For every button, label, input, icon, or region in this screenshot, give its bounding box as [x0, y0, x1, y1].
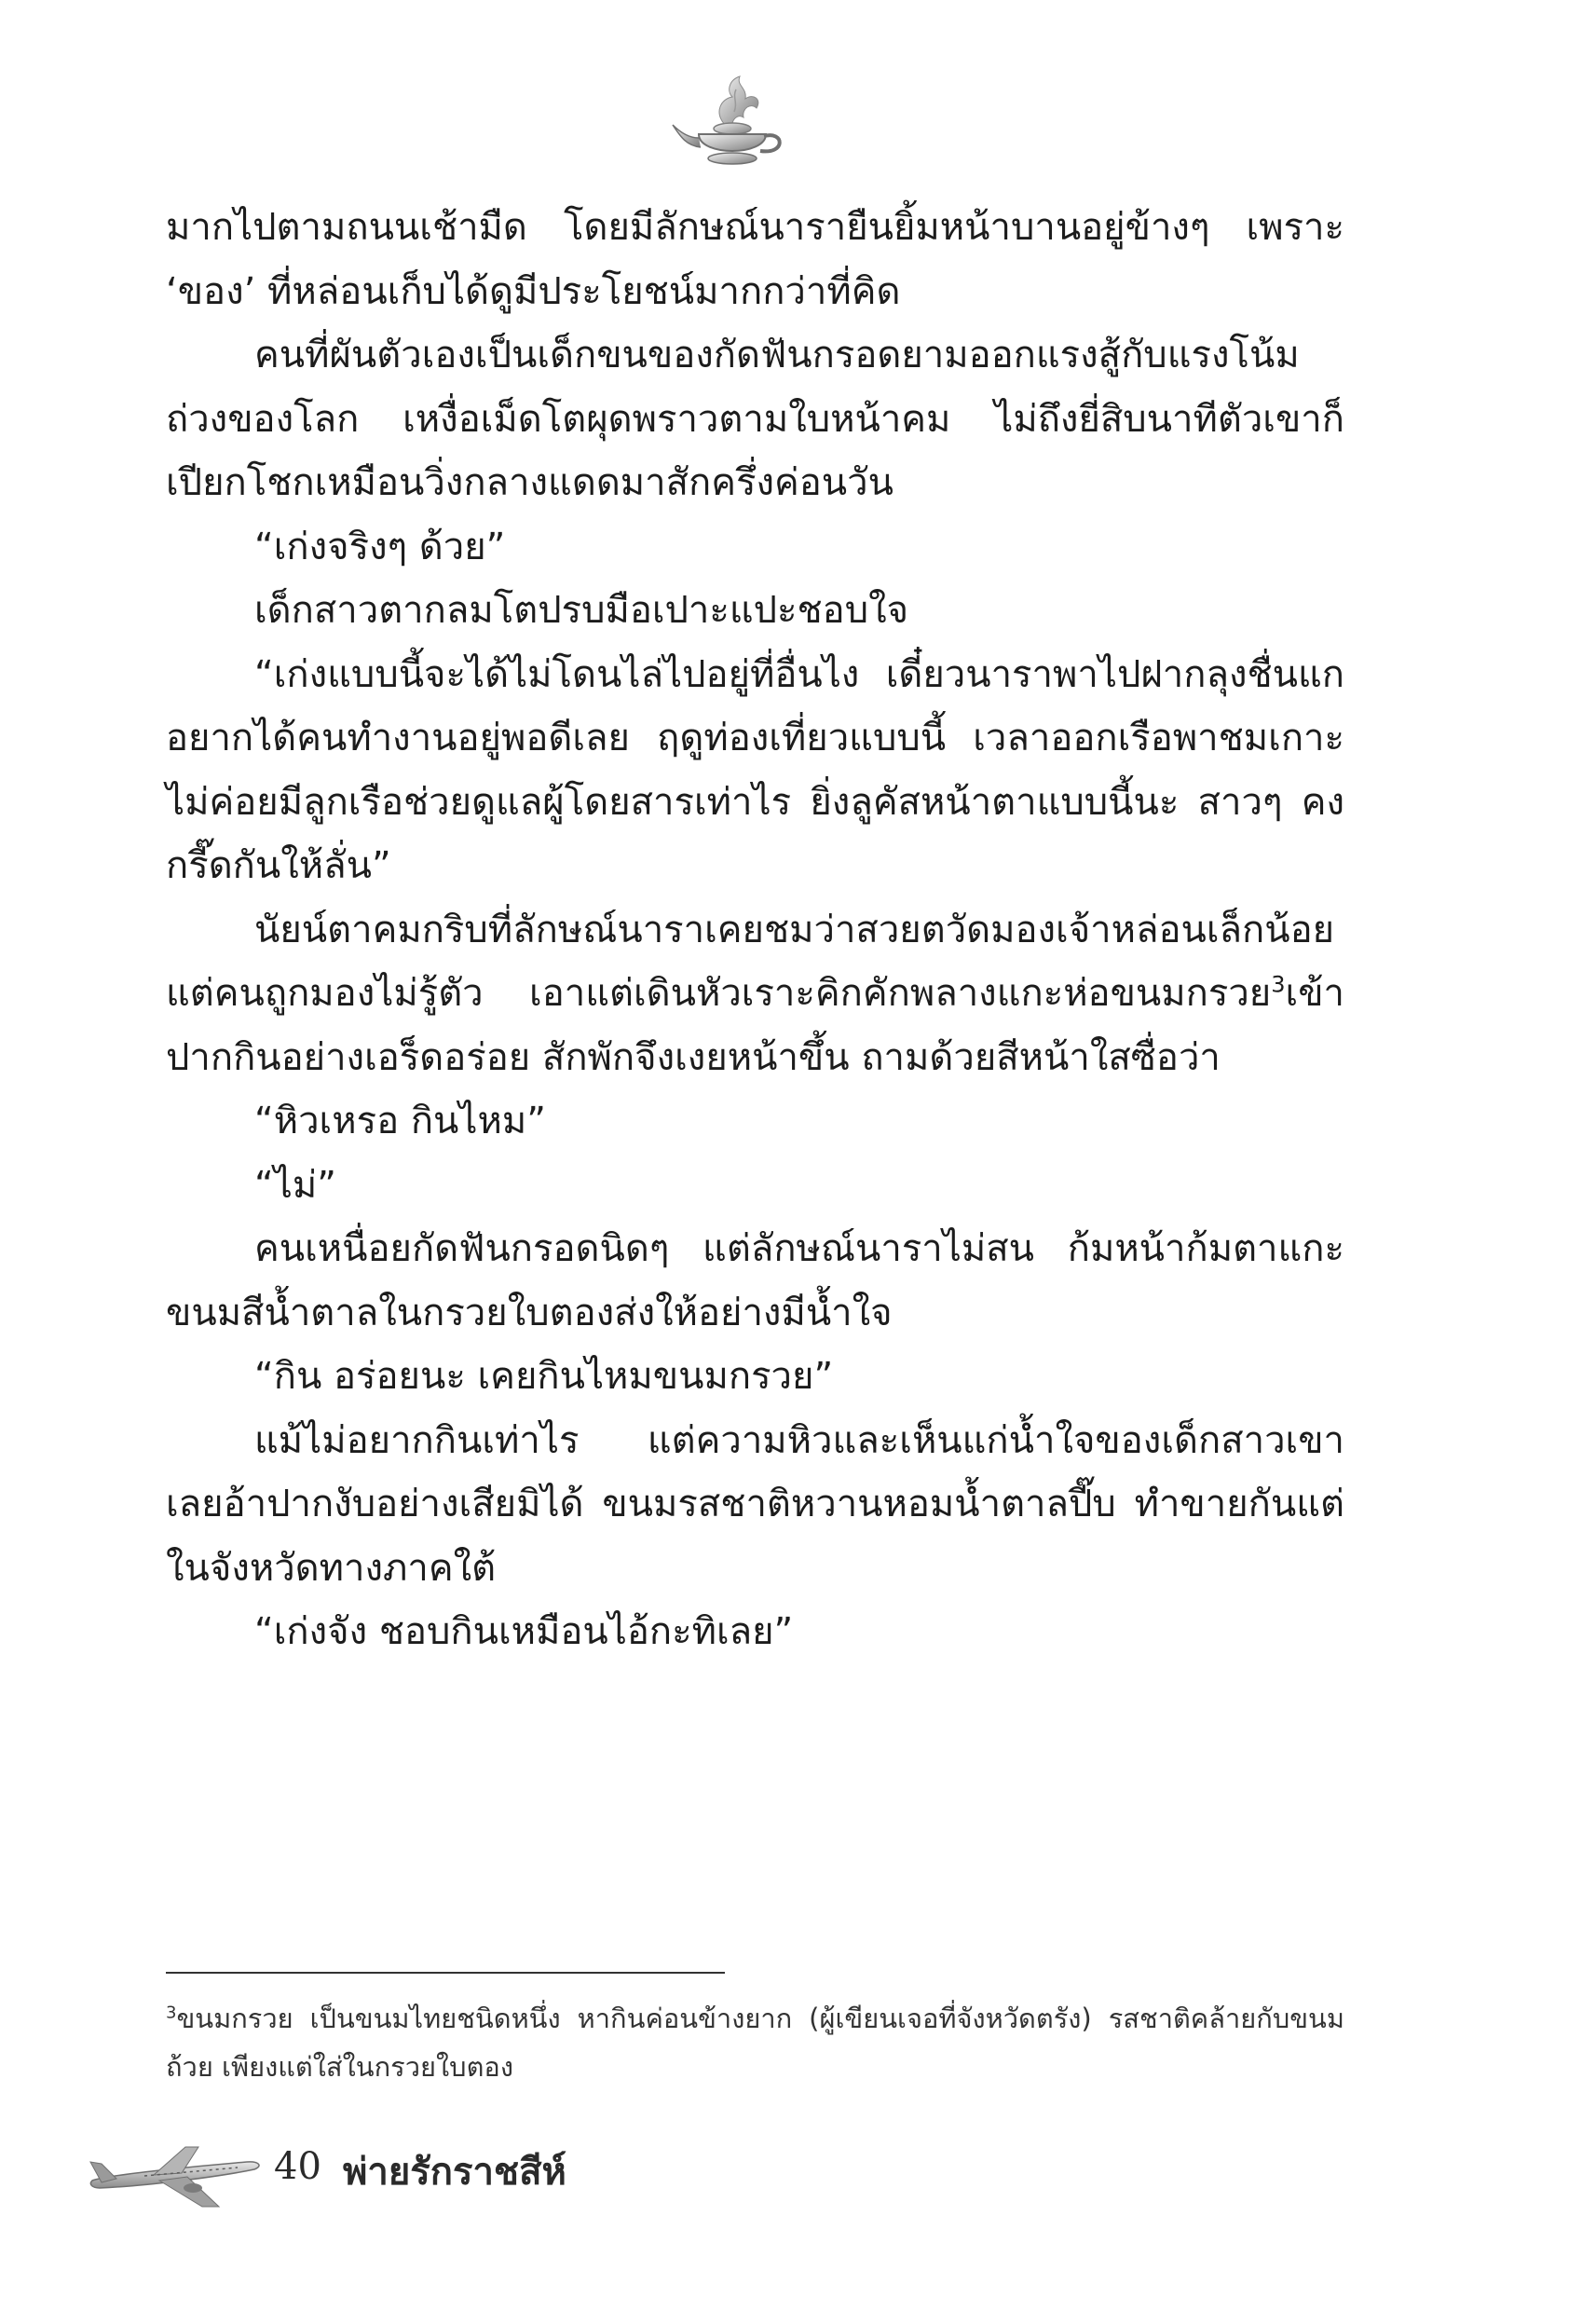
paragraph-6-end: เข้าปากกินอย่างเอร็ดอร่อย สักพักจึงเงยหน้าขึ้น ถามด้วยสีหน้าใสซื่อว่า	[166, 972, 1344, 1079]
teapot-ornament-icon	[667, 71, 798, 183]
paragraph-7: “หิวเหรอ กินไหม”	[254, 1100, 546, 1142]
page-number: 40	[274, 2145, 321, 2188]
paragraph-6-start: นัยน์ตาคมกริบที่ลักษณ์นาราเคยชมว่าสวยตวัดมองเจ้าหล่อนเล็กน้อย แต่คนถูกมองไม่รู้ตัว เอาแต่เดินหัวเราะคิกคักพลางแกะห่อ	[166, 908, 1335, 1015]
paragraph-11: แม้ไม่อยากกินเท่าไร แต่ความหิวและเห็นแก่น้ำใจของเด็กสาวเขาเลยอ้าปากงับอย่างเสียมิได้ ขนมรสชาติหวานหอมน้ำตาลปี๊บ ทำขายกันแต่ในจังหวัดทางภาคใต้	[166, 1418, 1344, 1590]
paragraph-5: “เก่งแบบนี้จะได้ไม่โดนไล่ไปอยู่ที่อื่นไง เดี๋ยวนาราพาไปฝากลุงชื่นแกอยากได้คนทำงานอยู่พอดีเลย ฤดูท่องเที่ยวแบบนี้ เวลาออกเรือพาชมเกาะไม่ค่อยมีลูกเรือช่วยดูแลผู้โดยสารเท่าไร ยิ่งลูคัสหน้าตาแบบนี้นะ สาวๆ คงกรี๊ดกันให้ลั่น”	[166, 652, 1344, 887]
paragraph-6	[166, 898, 1344, 1090]
airplane-icon	[89, 2134, 266, 2213]
footnote-marker: 3	[166, 2003, 177, 2023]
story-text	[166, 196, 1344, 1664]
paragraph-10: “กิน อร่อยนะ เคยกินไหมขนมกรวย”	[254, 1355, 834, 1398]
book-title: พ่ายรักราชสีห์	[343, 2151, 566, 2194]
paragraph-4: เด็กสาวตากลมโตปรบมือเปาะแปะชอบใจ	[254, 589, 909, 632]
footnote-divider	[166, 1972, 725, 1974]
paragraph-2: คนที่ผันตัวเองเป็นเด็กขนของกัดฟันกรอดยามออกแรงสู้กับแรงโน้มถ่วงของโลก เหงื่อเม็ดโตผุดพราวตามใบหน้าคม ไม่ถึงยี่สิบนาทีตัวเขาก็เปียกโชกเหมือนวิ่งกลางแดดมาสักครึ่งค่อนวัน	[166, 334, 1344, 504]
paragraph-3: “เก่งจริงๆ ด้วย”	[254, 525, 506, 568]
paragraph-12: “เก่งจัง ชอบกินเหมือนไอ้กะทิเลย”	[254, 1610, 794, 1653]
footnote-reference[interactable]: 3	[1271, 971, 1286, 998]
paragraph-9: คนเหนื่อยกัดฟันกรอดนิดๆ แต่ลักษณ์นาราไม่สน ก้มหน้าก้มตาแกะขนมสีน้ำตาลในกรวยใบตองส่งให้อย่างมีน้ำใจ	[166, 1227, 1344, 1334]
paragraph-6-marker-word: ขนมกรวย	[1110, 972, 1272, 1015]
paragraph-1: มากไปตามถนนเช้ามืด โดยมีลักษณ์นารายืนยิ้มหน้าบานอยู่ข้างๆ เพราะ ‘ของ’ ที่หล่อนเก็บได้ดูมีประโยชน์มากกว่าที่คิด	[166, 206, 1344, 313]
footnote-text: ขนมกรวย เป็นขนมไทยชนิดหนึ่ง หากินค่อนข้างยาก (ผู้เขียนเจอที่จังหวัดตรัง) รสชาติคล้ายกับขนมถ้วย เพียงแต่ใส่ในกรวยใบตอง	[166, 2003, 1344, 2083]
footnote	[166, 1994, 1344, 2091]
paragraph-8: “ไม่”	[254, 1163, 336, 1207]
